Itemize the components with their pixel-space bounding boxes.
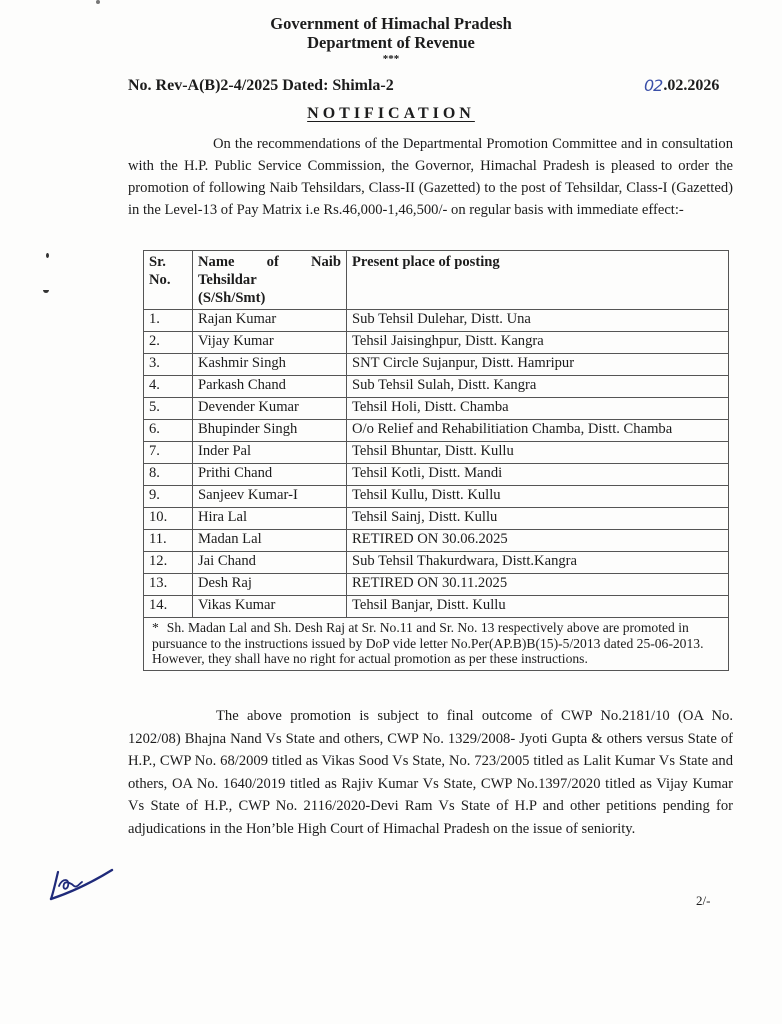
cell-posting: Tehsil Bhuntar, Distt. Kullu [347, 442, 729, 464]
cell-sr: 4. [144, 376, 193, 398]
cell-sr: 10. [144, 508, 193, 530]
cell-name: Prithi Chand [193, 464, 347, 486]
cell-sr: 6. [144, 420, 193, 442]
cell-posting: Tehsil Kotli, Distt. Mandi [347, 464, 729, 486]
header-name-word: of [266, 254, 279, 270]
table-row [144, 574, 729, 596]
cell-sr: 8. [144, 464, 193, 486]
note-text: Sh. Madan Lal and Sh. Desh Raj at Sr. No.11 and Sr. No. 13 respectively above are promoted in pursuance to the instructions issued by DoP vide letter No.Per(AP.B)B(15)-5/2013 dated 25-06-2013. However, they shall have no right for actual promotion as per these instructions. [152, 620, 704, 666]
cell-name: Parkash Chand [193, 376, 347, 398]
cell-posting: O/o Relief and Rehabilitiation Chamba, Distt. Chamba [347, 420, 729, 442]
cell-posting: RETIRED ON 30.06.2025 [347, 530, 729, 552]
header-sr-line1: Sr. [149, 254, 166, 270]
cell-sr: 12. [144, 552, 193, 574]
cell-sr: 3. [144, 354, 193, 376]
header-name-word: Name [198, 254, 235, 270]
cell-sr: 7. [144, 442, 193, 464]
cell-name: Kashmir Singh [193, 354, 347, 376]
cell-sr: 14. [144, 596, 193, 618]
cell-name: Madan Lal [193, 530, 347, 552]
table-row [144, 530, 729, 552]
table-row [144, 442, 729, 464]
table-row [144, 354, 729, 376]
table-row [144, 376, 729, 398]
notification-title: NOTIFICATION [307, 105, 475, 122]
cell-posting: SNT Circle Sujanpur, Distt. Hamripur [347, 354, 729, 376]
intro-paragraph: On the recommendations of the Departmental Promotion Committee and in consultation with the H.P. Public Service Commission, the Governor, Himachal Pradesh is pleased to order the promotion of following Naib Tehsildars, Class-II (Gazetted) to the post of Tehsildar, Class-I (Gazetted) in the Level-13 of Pay Matrix i.e Rs.46,000-1,46,500/- on regular basis with immediate effect:- [128, 136, 733, 218]
table-header-row [144, 251, 729, 310]
cell-posting: Tehsil Sainj, Distt. Kullu [347, 508, 729, 530]
cell-name: Inder Pal [193, 442, 347, 464]
notification-date [644, 76, 719, 96]
header-name-line1 [198, 253, 341, 271]
department-title: Department of Revenue [307, 33, 475, 52]
table-row [144, 310, 729, 332]
cell-posting: Sub Tehsil Thakurdwara, Distt.Kangra [347, 552, 729, 574]
cell-posting: Tehsil Banjar, Distt. Kullu [347, 596, 729, 618]
table-note-row [144, 618, 729, 671]
cell-name: Devender Kumar [193, 398, 347, 420]
cell-posting: Tehsil Jaisinghpur, Distt. Kangra [347, 332, 729, 354]
table-row [144, 420, 729, 442]
table-row [144, 486, 729, 508]
header-name-line3: (S/Sh/Smt) [198, 290, 266, 306]
cell-posting: Sub Tehsil Sulah, Distt. Kangra [347, 376, 729, 398]
scan-speck [96, 0, 100, 4]
header-sr-no [144, 251, 193, 310]
cell-name: Sanjeev Kumar-I [193, 486, 347, 508]
header-sr-line2: No. [149, 272, 171, 288]
cell-sr: 11. [144, 530, 193, 552]
cell-posting: RETIRED ON 30.11.2025 [347, 574, 729, 596]
cell-sr: 5. [144, 398, 193, 420]
header-name-line2: Tehsildar [198, 272, 257, 288]
cell-name: Bhupinder Singh [193, 420, 347, 442]
table-row [144, 464, 729, 486]
subject-clause-paragraph: The above promotion is subject to final outcome of CWP No.2181/10 (OA No. 1202/08) Bhajna Nand Vs State and others, CWP No. 1329/2008- Jyoti Gupta & others versus State of H.P., CWP No. 68/2009 titled as Vikas Sood Vs State, No. 723/2005 titled as Lalit Kumar Vs State and others, OA No. 1640/2019 titled as Rajiv Kumar Vs State, CWP No.1397/2020 titled as Vijay Kumar Vs State of H.P., CWP No. 2116/2020-Devi Ram Vs State of H.P and other petitions pending for adjudications in the Hon’ble High Court of Himachal Pradesh on the issue of seniority. [128, 708, 733, 837]
cell-name: Vikas Kumar [193, 596, 347, 618]
cell-sr: 2. [144, 332, 193, 354]
cell-name: Jai Chand [193, 552, 347, 574]
header-posting: Present place of posting [347, 251, 729, 310]
header-separator: *** [382, 53, 400, 65]
cell-posting: Tehsil Holi, Distt. Chamba [347, 398, 729, 420]
cell-posting: Tehsil Kullu, Distt. Kullu [347, 486, 729, 508]
header-name [193, 251, 347, 310]
handwritten-day: 02 [644, 76, 663, 95]
table-row [144, 596, 729, 618]
note-asterisk: * [152, 620, 159, 635]
table-row [144, 332, 729, 354]
cell-name: Rajan Kumar [193, 310, 347, 332]
reference-number: No. Rev-A(B)2-4/2025 Dated: Shimla-2 [128, 77, 394, 94]
promotion-table [143, 250, 729, 671]
cell-name: Hira Lal [193, 508, 347, 530]
scan-speck [46, 253, 49, 258]
cell-name: Vijay Kumar [193, 332, 347, 354]
cell-sr: 1. [144, 310, 193, 332]
date-printed: .02.2026 [663, 77, 720, 94]
cell-posting: Sub Tehsil Dulehar, Distt. Una [347, 310, 729, 332]
table-row [144, 398, 729, 420]
cell-name: Desh Raj [193, 574, 347, 596]
page-continuation: 2/- [696, 893, 711, 908]
signature-initials-icon [46, 866, 116, 906]
government-title: Government of Himachal Pradesh [270, 14, 512, 33]
table-note [144, 618, 729, 671]
scan-speck [43, 290, 49, 293]
cell-sr: 9. [144, 486, 193, 508]
cell-sr: 13. [144, 574, 193, 596]
table-row [144, 552, 729, 574]
header-name-word: Naib [310, 254, 341, 270]
table-row [144, 508, 729, 530]
